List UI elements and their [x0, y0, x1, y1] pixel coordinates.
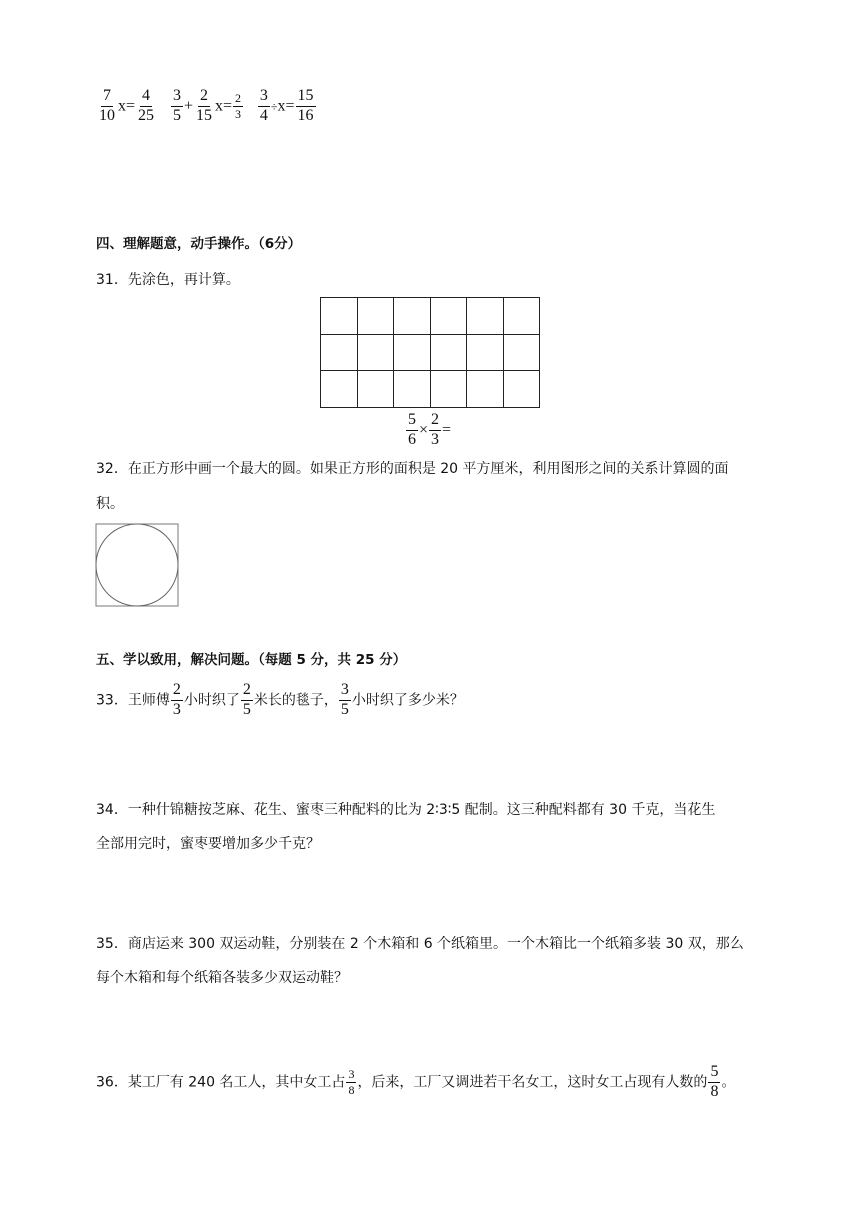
fraction: $\frac{2}{5}$	[242, 681, 251, 718]
grid-cell[interactable]	[321, 335, 358, 372]
fraction: $\frac{5}{8}$	[710, 1063, 719, 1100]
grid-cell[interactable]	[394, 298, 431, 335]
coloring-grid[interactable]	[320, 297, 540, 408]
grid-cell[interactable]	[321, 371, 358, 408]
fraction: $\frac{4}{25}$	[138, 87, 155, 124]
q35-line2: 每个木箱和每个纸箱各装多少双运动鞋？	[96, 970, 348, 986]
fraction: $\frac{2}{3}$	[172, 681, 181, 718]
fraction: $\frac{7}{10}$	[99, 87, 115, 124]
grid-cell[interactable]	[504, 371, 541, 408]
section5-heading: 五、学以致用，解决问题。（每题 5 分，共 25 分）	[96, 652, 407, 668]
grid-cell[interactable]	[467, 335, 504, 372]
section4-heading: 四、理解题意，动手操作。（6分）	[96, 236, 302, 252]
fraction: $\frac{3}{4}$	[259, 87, 268, 124]
fraction: $\frac{15}{16}$	[297, 87, 314, 124]
grid-cell[interactable]	[504, 298, 541, 335]
grid-cell[interactable]	[467, 371, 504, 408]
q34-line2: 全部用完时，蜜枣要增加多少千克？	[96, 836, 320, 852]
grid-cell[interactable]	[394, 371, 431, 408]
grid-cell[interactable]	[467, 298, 504, 335]
fraction: $\frac{2}{3}$	[431, 411, 440, 448]
q36-text	[96, 1064, 735, 1101]
q33-text	[96, 682, 464, 719]
q36-part: ，后来，工厂又调进若干名女工，这时女工占现有人数的	[357, 1074, 708, 1091]
grid-cell[interactable]	[358, 335, 395, 372]
q36-part: 。	[721, 1074, 736, 1091]
variable: x	[214, 97, 223, 115]
variable: x	[277, 97, 286, 115]
fraction: $\frac{2}{15}$	[195, 87, 212, 124]
q33-part: 小时织了多少米？	[351, 692, 464, 709]
grid-cell[interactable]	[321, 298, 358, 335]
fraction: $\frac{5}{6}$	[408, 411, 416, 448]
variable: x	[118, 97, 126, 115]
times-sign: ×	[419, 421, 429, 439]
equals-sign: =	[222, 97, 232, 115]
q32-line1: 32．在正方形中画一个最大的圆。如果正方形的面积是 20 平方厘米，利用图形之间的关系计算圆的面	[96, 461, 729, 477]
fraction: $\frac{2}{3}$	[235, 91, 241, 121]
grid-cell[interactable]	[358, 298, 395, 335]
fraction: $\frac{3}{5}$	[340, 681, 349, 718]
equations-row	[96, 88, 317, 125]
grid-cell[interactable]	[504, 335, 541, 372]
plus-sign: +	[183, 97, 193, 115]
q36-part: 36．某工厂有 240 名工人，其中女工占	[96, 1074, 346, 1091]
q34-line1: 34．一种什锦糖按芝麻、花生、蜜枣三种配料的比为 2∶3∶5 配制。这三种配料都有 30 千克，当花生	[96, 802, 716, 818]
q31-text: 31．先涂色，再计算。	[96, 272, 240, 288]
grid-cell[interactable]	[358, 371, 395, 408]
fraction: $\frac{3}{5}$	[172, 87, 181, 124]
q33-part: 米长的毯子，	[253, 692, 338, 709]
grid-cell[interactable]	[431, 298, 468, 335]
q33-part: 小时织了	[183, 692, 240, 709]
grid-cell[interactable]	[431, 371, 468, 408]
fraction: $\frac{3}{8}$	[348, 1067, 355, 1097]
q35-line1: 35．商店运来 300 双运动鞋，分别装在 2 个木箱和 6 个纸箱里。一个木箱比一个纸箱多装 30 双，那么	[96, 936, 744, 952]
equals-sign: =	[442, 421, 452, 439]
grid-cell[interactable]	[394, 335, 431, 372]
equals-sign: =	[285, 97, 295, 115]
grid-cell[interactable]	[431, 335, 468, 372]
q31-expression	[405, 412, 451, 449]
circle	[96, 524, 178, 606]
divide-sign: ÷	[270, 99, 278, 114]
equals-sign: =	[126, 97, 136, 115]
q33-part: 33．王师傅	[96, 692, 170, 709]
q32-line2: 积。	[96, 496, 124, 512]
square-with-circle	[95, 523, 179, 607]
